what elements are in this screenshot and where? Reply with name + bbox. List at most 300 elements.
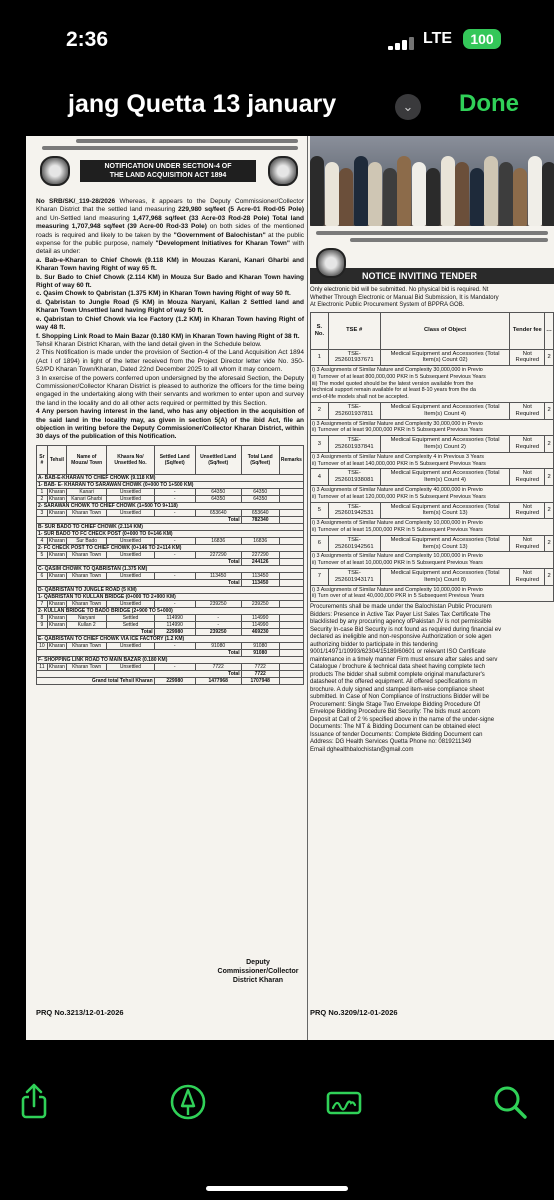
table-row [311,502,554,519]
terms-line: Address: DG Health Services Quetta Phone no: 0819211349 [310,739,472,746]
signature-block: Deputy Commissioner/Collector District Kharan [217,959,299,984]
table-cell [279,558,303,565]
section-heading: 2- SARAWAN CHOWK TO CHIEF CHOWK (1+500 TO 9+118) [37,502,304,509]
table-cell: 239250 [195,600,241,607]
column-header: … [545,312,554,349]
table-cell [279,614,303,621]
requirements-row [311,519,554,536]
table-cell [279,663,303,670]
table-cell: 5 [37,551,48,558]
column-header: Tender fee [510,312,545,349]
table-cell: 64350 [241,488,279,495]
table-cell [279,621,303,628]
requirement-line: ii) Turnover of at least 140,000,000 PKR in 5 Subsequent Previous Years [312,460,486,467]
balochistan-emblem-icon [40,156,70,186]
terms-line: products The bidder shall submit complete original manufacturer's [310,671,485,678]
table-cell: 64350 [195,488,241,495]
chevron-down-icon[interactable]: ⌄ [395,94,421,120]
table-cell: Kharan [48,642,65,649]
table-row [37,509,304,516]
security-cell: 2 [545,502,554,519]
table-cell [279,509,303,516]
terms-line: authorizing bidder to participate in this tendering [310,641,438,648]
table-row [311,569,554,586]
signature-icon[interactable] [324,1082,364,1122]
table-cell: Kharan [48,488,65,495]
table-row [37,572,304,579]
requirement-line: end-of-life models shall not be accepted. [312,394,409,401]
photo-figure [542,162,554,226]
share-icon[interactable] [14,1082,54,1122]
table-cell: Unsettled [107,572,154,579]
cellular-signal-icon [388,36,414,50]
terms-line: blacklisted by any procuring agency ofPakistan JV is not permissible [310,619,492,626]
class-cell: Medical Equipment and Accessories (Total Item(s) Count 02) [380,349,510,366]
class-cell: Medical Equipment and Accessories (Total Item(s) Count 4) [380,469,510,486]
requirement-line: ii) Turnover of at least 800,000,000 PKR in 5 Subsequent Previous Years [312,373,486,380]
urdu-text-line [316,231,548,235]
table-cell: Kharan Town [66,551,106,558]
table-cell: Unsettled [107,642,154,649]
table-row [37,565,304,572]
serial-cell: 6 [311,535,329,552]
table-cell [279,642,303,649]
table-cell: 16836 [195,537,241,544]
table-cell: 2 [37,495,48,502]
photo-figure [470,168,484,226]
requirements-cell [311,419,554,436]
requirement-line: ii) Turn over of at least 40,000,000 PKR in 5 Subsequent Previous Years [312,593,485,600]
notice-body [36,198,304,442]
table-cell [279,495,303,502]
markup-icon[interactable] [168,1082,208,1122]
photo-figure [397,156,411,226]
table-cell [279,677,303,684]
table-cell: Kanari [66,488,106,495]
table-cell: - [154,509,195,516]
fee-cell: Not Required [510,469,545,486]
total-label: Total [37,649,242,656]
requirements-cell [311,452,554,469]
requirements-cell [311,486,554,503]
table-row [37,495,304,502]
tse-cell: TSE-252601937841 [328,436,380,453]
class-cell: Medical Equipment and Accessories (Total Item(s) Count 13) [380,535,510,552]
status-bar [0,0,554,80]
table-row [37,551,304,558]
fee-cell: Not Required [510,569,545,586]
terms-line: Email dghealthbalochistan@gmail.com [310,746,414,753]
table-cell: 113450 [241,572,279,579]
serial-cell: 1 [311,349,329,366]
section-heading: B- SUR BADO TO CHIEF CHOWK (2.114 KM) [37,523,304,530]
table-row [37,628,304,635]
fee-cell: Not Required [510,403,545,420]
class-cell: Medical Equipment and Accessories (Total Item(s) Count 8) [380,569,510,586]
serial-cell: 3 [311,436,329,453]
column-header: Unsettled Land (Sq/feet) [195,445,241,474]
table-cell: Kharan Town [66,600,106,607]
terms-line: Bidders: Presence in Active Tax Payer List Sales Tax Certificate The [310,611,491,618]
table-cell: Settled [107,621,154,628]
terms-line: Security In-case Bid Security is not found as required during financial ev [310,626,502,633]
security-cell: 2 [545,403,554,420]
table-row [311,349,554,366]
table-row [37,523,304,530]
notice-title: NOTIFICATION UNDER SECTION-4 OF THE LAND ACQUISITION ACT 1894 [80,160,256,182]
table-row [37,649,304,656]
total-value: 113450 [241,579,279,586]
table-cell [279,572,303,579]
photo-figure [499,162,513,226]
requirements-cell [311,552,554,569]
table-cell: 64350 [195,495,241,502]
table-cell: Unsettled [107,488,154,495]
road-item: f. Shopping Link Road to Main Bazar (0.180 KM) in Kharan Town having Right of 38 ft. [36,332,300,340]
table-cell: - [195,614,241,621]
requirements-cell [311,366,554,403]
table-cell: Kharan Town [66,509,106,516]
requirement-line: i) 3 Assignments of Similar Nature and Complexity 4 in Previous 3 Years [312,453,484,460]
tse-cell: TSE-252601942531 [328,502,380,519]
requirements-cell [311,519,554,536]
paragraph-4: 4 Any person having interest in the land, who has any objection in the acquisition of the said land in the locality may, as given in section 5(A) of the ibid Act, file an objection in writing before the Deputy Commissioner/Collector Kharan District, within 30 days of the publication of this Notification. [36,408,304,441]
total-value: 782340 [241,516,279,523]
table-cell: 1 [37,488,48,495]
table-cell: - [154,663,195,670]
table-cell [279,488,303,495]
table-cell: 7 [37,600,48,607]
table-cell: 3 [37,509,48,516]
terms-line: maintenance in a timely manner Firm must ensure after sales and serv [310,656,498,663]
serial-cell: 2 [311,403,329,420]
table-row [37,558,304,565]
table-row [37,663,304,670]
table-cell: Unsettled [107,509,154,516]
table-cell: Kharan [48,551,65,558]
terms-line: declared as ineligible and non-responsive Authorization or sole agen [310,634,492,641]
section-heading: 1- QABRISTAN TO KULLAN BRIDGE (0+000 TO 2+900 KM) [37,593,304,600]
road-item: e. Qabristan to Chief Chowk via Ice Factory (1.2 KM) in Kharan Town having Right of way 48 ft. [36,315,304,332]
total-value: 229980 [154,628,195,635]
total-label: Total [37,670,242,677]
news-photo [310,136,554,226]
terms-line: datasheet of the offered equipment. All offered specifications m [310,679,478,686]
district-emblem-icon [268,156,298,186]
requirement-line: ii) Turnover of at least 90,000,000 PKR in 5 Subsequent Previous Years [312,427,483,434]
table-row [37,614,304,621]
requirement-line: iii) The model quoted should be the latest version available from the [312,380,474,387]
terms-line: submitted. In Case of Non Compliance of Instructions Bidder will be [310,694,490,701]
document-title[interactable]: jang Quetta 13 january [68,90,337,118]
column-header: Tehsil [47,445,66,474]
table-cell [279,600,303,607]
table-row [37,579,304,586]
table-cell: 6 [37,572,48,579]
done-button[interactable]: Done [459,90,519,117]
requirements-row [311,366,554,403]
section-heading: E- QABRISTAN TO CHIEF CHOWK VIA ICE FACTORY (1.2 KM) [37,635,304,642]
intro-line: Only electronic bid will be submitted. No physical bid is required. Nt [310,287,489,293]
photo-figure [368,162,382,226]
photo-figure [455,162,469,226]
terms-line: 9001/14971/10993/62304/15189/60601 or relevant ISO Certificate [310,649,486,656]
table-cell: Unsettled [107,551,154,558]
photo-figure [325,162,339,226]
battery-icon: 100 [463,29,501,49]
security-cell: 2 [545,349,554,366]
terms-line: Procurement: Single Stage Two Envelope Bidding Procedure Of [310,701,480,708]
land-acquisition-notice [36,136,304,1040]
road-list [36,257,304,341]
photo-figure [383,168,397,226]
table-cell: - [154,488,195,495]
tender-intro [310,287,554,310]
column-header: TSE # [328,312,380,349]
table-cell: 8 [37,614,48,621]
total-label: Total [37,628,155,635]
paragraph-1: No SRB/SK/_119-28/2026 Whereas, it appears to the Deputy Commissioner/Collector Kharan District that the settled land measuring 229,980 sq/feet (5 Acre-01 Rod-05 Pole) and Un-Settled land measuring 1,477,968 sq/feet (33 Acre-03 Rod-28 Pole) Total land measuring 1,707,948 sq/feet (39 Acre-00 Rod-33 Pole) on both sides of the mentioned roads is required and likely to be taken by the "Government of Balochistan" at the public expense for the public purpose, namely "Development Initiatives for Kharan Town" with detail as under: [36,198,305,256]
prq-number: PRQ No.3213/12-01-2026 [36,1008,124,1017]
requirements-row [311,419,554,436]
table-cell: Unsettled [107,495,154,502]
fee-cell: Not Required [510,502,545,519]
table-cell: 9 [37,621,48,628]
column-header: Class of Object [380,312,510,349]
table-cell: 11 [37,663,48,670]
road-item: c. Qasim Chowk to Qabristan (1.375 KM) in Kharan Town having Right of way 50 ft. [36,290,291,298]
table-cell: 114990 [154,621,195,628]
table-cell: Unsettled [107,663,154,670]
table-row [37,530,304,537]
table-cell: 227290 [241,551,279,558]
table-cell: - [154,600,195,607]
table-cell: 227290 [195,551,241,558]
requirement-line: i) 3 Assignments of Similar Nature and Complexity 30,000,000 in Previo [312,420,483,427]
search-icon[interactable] [490,1082,530,1122]
table-row [37,474,304,481]
grand-total-value: 1707948 [241,677,279,684]
road-item: d. Qabristan to Jungle Road (5 KM) in Mouza Naryani, Kallan 2 Settled land and Kharan Town Unsettled land having Right of way 50 ft. [36,298,304,315]
total-label: Total [37,558,242,565]
table-cell: 91080 [195,642,241,649]
table-cell: - [154,537,195,544]
photo-figure [484,156,498,226]
serial-cell: 5 [311,502,329,519]
tender-title: NOTICE INVITING TENDER [310,268,554,284]
photo-figure [354,156,368,226]
section-heading: D- QABRISTAN TO JUNGLE ROAD (5 KM) [37,586,304,593]
table-cell: 113450 [195,572,241,579]
notice-header [36,154,304,198]
section-heading: F- SHOPPING LINK ROAD TO MAIN BAZAR (0.180 KM) [37,656,304,663]
section-heading: 1- SUR BADO TO FC CHECK POST (0+000 TO 0+146 KM) [37,530,304,537]
tse-cell: TSE-252601938081 [328,469,380,486]
table-cell: Kharan [48,621,65,628]
table-row [37,586,304,593]
grand-total-value: 1477968 [195,677,241,684]
land-schedule-table [36,445,304,685]
table-cell: 7722 [241,663,279,670]
tender-notice [310,136,554,1040]
table-row [37,544,304,551]
tse-cell: TSE-252601937671 [328,349,380,366]
table-cell: - [154,572,195,579]
table-row [311,535,554,552]
table-cell: Naryani [66,614,106,621]
column-header: Total Land (Sq/feet) [241,445,279,474]
class-cell: Medical Equipment and Accessories (Total Item(s) Count 2) [380,436,510,453]
table-cell [279,516,303,523]
paragraph-2: 2 This Notification is made under the provision of Section-4 of the Land Acquisition Act 1894 (Act I of 1894) in light of the letter received from the Project Director letter vide No. 350-52/PD Kharan Town/Kharan, Dated 22nd December 2025 to all whom it may concern. [36,349,304,374]
table-row [37,481,304,488]
table-row [311,403,554,420]
intro-line: Whether Through Electronic or Manual Bid Submission, It is Mandatory [310,294,499,301]
column-header: S. No. [311,312,329,349]
bottom-toolbar [0,1060,554,1200]
column-header: Settled Land (Sq/feet) [154,445,195,474]
road-item: a. Bab-e-Kharan to Chief Chowk (9.118 KM) in Mouzas Karani, Kanari Gharbi and Kharan Town having Right of way 65 ft. [36,256,304,273]
table-row [37,600,304,607]
table-cell: 64350 [241,495,279,502]
fee-cell: Not Required [510,535,545,552]
total-value: 239250 [195,628,241,635]
table-cell: Kharan [48,572,65,579]
table-cell: 16836 [241,537,279,544]
tender-table [310,312,554,603]
tse-cell: TSE-252601937811 [328,403,380,420]
section-heading: C- QASIM CHOWK TO QABRISTAN (1.375 KM) [37,565,304,572]
table-cell: Unsettled [107,537,154,544]
table-cell: Kharan [48,537,65,544]
table-cell: Kanari Gharbi [66,495,106,502]
intro-line: At Electronic Public Procurement System of BPPRA GOB. [310,302,465,308]
table-cell: Kharan Town [66,642,106,649]
requirement-line: i) 3 Assignments of Similar Nature and Complexity 30,000,000 in Previo [312,367,483,374]
terms-line: Envelope Bidding Procedure Bid Security: The bids must accom [310,709,480,716]
total-value: 469230 [241,628,279,635]
photo-figure [310,156,324,226]
tse-cell: TSE-252601942561 [328,535,380,552]
column-header: Remarks [279,445,303,474]
photo-figure [528,156,542,226]
table-row [37,488,304,495]
tehsil-line: Tehsil Kharan District Kharan, with the land detail given in the Schedule below. [36,340,262,348]
total-value: 7722 [241,670,279,677]
table-cell: 7722 [195,663,241,670]
table-row [37,537,304,544]
fee-cell: Not Required [510,436,545,453]
class-cell: Medical Equipment and Accessories (Total Item(s) Count 4) [380,403,510,420]
table-cell: Kharan [48,663,65,670]
requirement-line: i) 3 Assignments of Similar Nature and Complexity 10,000,000 in Previo [312,553,483,560]
road-item: b. Sur Bado to Chief Chowk (2.114 KM) in Mouza Sur Bado and Kharan Town having Right of way 60 ft. [36,273,304,290]
serial-cell: 4 [311,469,329,486]
total-label: Total [37,579,242,586]
urdu-text-line [350,238,548,242]
viewer-header [0,82,554,132]
table-cell: 91080 [241,642,279,649]
table-cell: Kharan [48,614,65,621]
grand-total-label: Grand total Tehsil Kharan [37,677,155,684]
photo-figure [426,168,440,226]
photo-figure [339,168,353,226]
requirement-line: i) 3 Assignments of Similar Nature and Complexity 10,000,000 in Previo [312,520,483,527]
table-row [311,469,554,486]
requirement-line: technical support remain available for at least 8-10 years from the da [312,387,476,394]
table-cell: - [154,642,195,649]
requirement-line: i) 3 Assignments of Similar Nature and Complexity 10,000,000 in Previo [312,586,483,593]
table-cell: 114990 [154,614,195,621]
section-heading: 1- BAB- E- KHARAN TO SARAWAN CHOWK (0+000 TO 1+500 KM) [37,481,304,488]
photo-figure [412,162,426,226]
requirements-row [311,452,554,469]
tender-terms [310,604,554,754]
table-cell: Settled [107,614,154,621]
urdu-text-line [42,146,298,150]
document-image[interactable] [26,136,554,1040]
urdu-text-line [76,139,298,143]
table-cell: - [154,551,195,558]
total-label: Total [37,516,242,523]
prq-number: PRQ No.3209/12-01-2026 [310,1008,398,1017]
security-cell: 2 [545,436,554,453]
table-row [37,635,304,642]
table-cell: 4 [37,537,48,544]
requirement-line: ii) Turnover of at least 15,000,000 PKR in 5 Subsequent Previous Years [312,527,483,534]
requirement-line: ii) Turnover of at least 120,000,000 PKR in 5 Subsequent Previous Years [312,493,486,500]
terms-line: Documents: The NIT & Bidding Document can be obtained elect [310,724,481,731]
table-row [37,656,304,663]
requirements-cell [311,585,554,602]
requirement-line: ii) Turnover of at least 10,000,000 PKR in 5 Subsequent Previous Years [312,560,483,567]
requirements-row [311,585,554,602]
column-header: Khasra No/ Unsettled No. [107,445,154,474]
table-cell [279,537,303,544]
table-cell [279,670,303,677]
table-cell: Kharan Town [66,572,106,579]
security-cell: 2 [545,535,554,552]
table-cell: Kharan [48,495,65,502]
table-row [37,502,304,509]
table-cell: - [195,621,241,628]
table-row [37,642,304,649]
table-cell: 114990 [241,621,279,628]
tse-cell: TSE-252601943171 [328,569,380,586]
table-cell [279,551,303,558]
table-cell [279,628,303,635]
photo-figure [513,168,527,226]
table-cell: 653640 [241,509,279,516]
section-heading: 2- KULLAN BRIDGE TO BADO BRIDGE (2+900 TO 5+000) [37,607,304,614]
table-row [37,593,304,600]
photo-figure [441,156,455,226]
grand-total-value: 229980 [154,677,195,684]
home-indicator [206,1186,348,1191]
section-heading: A- BAB-E-KHARAN TO CHIEF CHOWK (9.118 KM) [37,474,304,481]
class-cell: Medical Equipment and Accessories (Total Item(s) Count 13) [380,502,510,519]
total-value: 244126 [241,558,279,565]
table-row [37,516,304,523]
table-row [37,607,304,614]
table-cell: Unsettled [107,600,154,607]
table-cell: 10 [37,642,48,649]
table-cell: 653640 [195,509,241,516]
serial-cell: 7 [311,569,329,586]
clock: 2:36 [66,28,109,51]
table-row [37,677,304,684]
terms-line: Deposit at Call of 2 % specified above in the name of the under-signe [310,716,495,723]
